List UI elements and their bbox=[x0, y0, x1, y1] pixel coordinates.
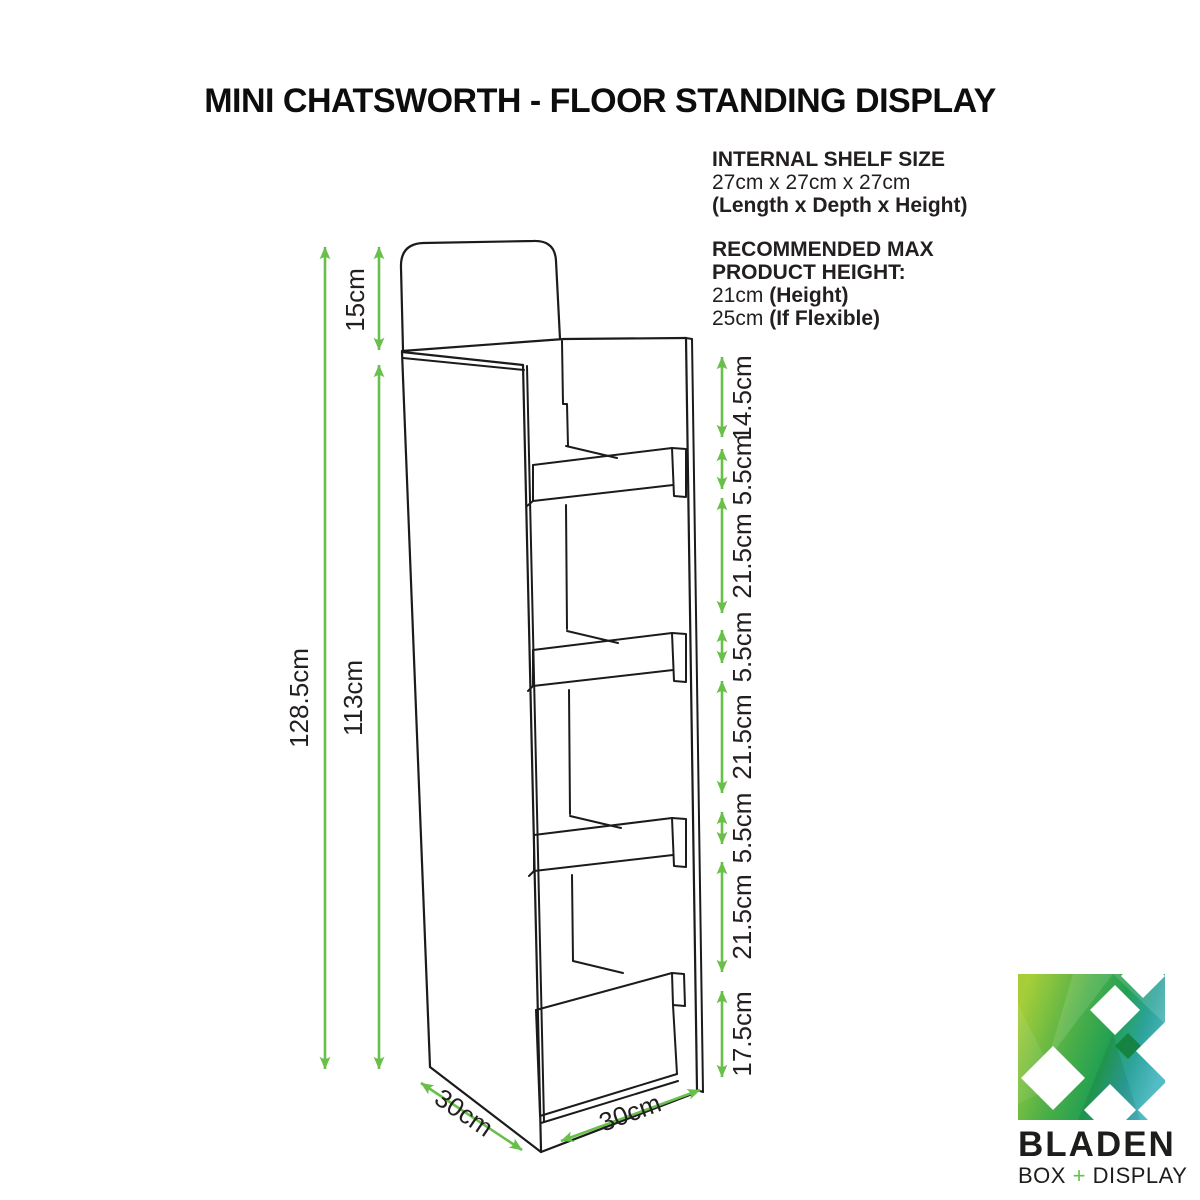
label-body-height: 113cm bbox=[338, 659, 368, 737]
header-panel bbox=[401, 241, 560, 350]
internal-shelf-size-value: 27cm x 27cm x 27cm bbox=[712, 171, 911, 194]
recommended-height-2: 25cm (If Flexible) bbox=[712, 307, 881, 330]
label-total-height: 128.5cm bbox=[284, 648, 314, 748]
shelf-3 bbox=[529, 816, 686, 876]
logo-plus: + bbox=[1072, 1163, 1086, 1188]
label-header-height: 15cm bbox=[340, 268, 370, 332]
logo bbox=[1018, 974, 1188, 1188]
logo-mark bbox=[1018, 974, 1165, 1120]
label-width: 30cm bbox=[594, 1087, 665, 1138]
internal-shelf-size-heading: INTERNAL SHELF SIZE bbox=[712, 148, 945, 171]
page-title: MINI CHATSWORTH - FLOOR STANDING DISPLAY bbox=[204, 82, 996, 120]
logo-name: BLADEN bbox=[1018, 1125, 1176, 1164]
logo-tagline: BOX + DISPLAY bbox=[1018, 1163, 1188, 1188]
label-seg-6: 21.5cm bbox=[727, 874, 757, 960]
bottom-tray bbox=[536, 961, 685, 1123]
label-seg-7: 17.5cm bbox=[727, 991, 757, 1077]
label-seg-1: 5.5cm bbox=[727, 434, 757, 506]
label-depth: 30cm bbox=[429, 1082, 499, 1143]
recommended-height-1: 21cm (Height) bbox=[712, 284, 849, 307]
label-seg-4: 21.5cm bbox=[727, 694, 757, 780]
label-seg-2: 21.5cm bbox=[727, 513, 757, 599]
label-seg-3: 5.5cm bbox=[727, 611, 757, 683]
shelf-1 bbox=[527, 446, 686, 506]
label-seg-0: 14.5cm bbox=[727, 355, 757, 441]
recommended-max-line1: RECOMMENDED MAX bbox=[712, 238, 934, 261]
shelf-2 bbox=[528, 631, 686, 691]
display-body-outline bbox=[402, 338, 703, 1152]
label-seg-5: 5.5cm bbox=[727, 792, 757, 864]
recommended-max-line2: PRODUCT HEIGHT: bbox=[712, 261, 906, 284]
internal-shelf-size-note: (Length x Depth x Height) bbox=[712, 194, 968, 217]
